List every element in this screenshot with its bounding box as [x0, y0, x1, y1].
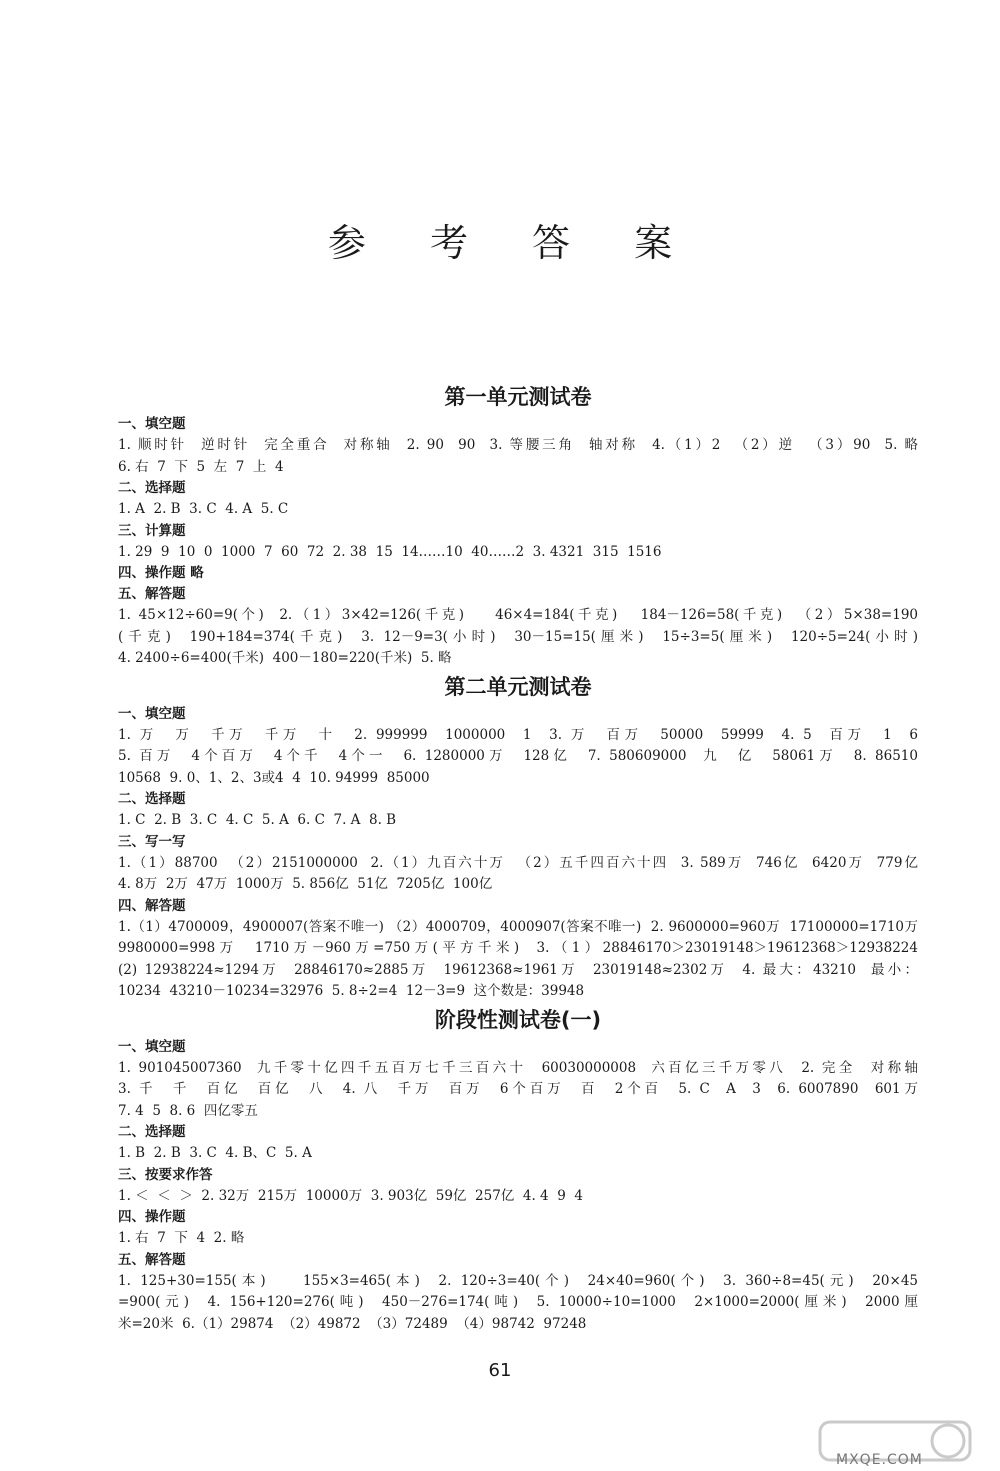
answer-line: 1. C 2. B 3. C 4. C 5. A 6. C 7. A 8. B [118, 812, 397, 828]
answer-line: 10568 9. 0、1、2、3或4 4 10. 94999 85000 [118, 769, 430, 786]
answer-line: 1. B 2. B 3. C 4. B、C 5. A [118, 1145, 312, 1161]
question-type-heading: 五、解答题 [118, 1251, 186, 1268]
answer-line: 4. 8万 2万 47万 1000万 5. 856亿 51亿 7205亿 100亿 [118, 876, 493, 892]
answer-line: 7. 4 5 8. 6 四亿零五 [118, 1102, 258, 1119]
question-type-heading: 四、操作题 [118, 1209, 186, 1225]
question-type-heading: 二、选择题 [118, 791, 186, 807]
answer-line: 1.（1）88700 （2）2151000000 2.（1）九百六十万 （2）五千四百六十四 3. 589万 746亿 6420万 779亿 [118, 854, 918, 871]
answer-line: 1. 125+30=155(本) 155×3=465(本) 2. 120÷3=40(个) 24×40=960(个) 3. 360÷8=45(元) 20×45 [118, 1272, 918, 1289]
answer-line: 1. ＜ ＜ ＞ 2. 32万 215万 10000万 3. 903亿 59亿 257亿 4. 4 9 4 [118, 1187, 583, 1204]
answer-line: 9980000=998万 1710万－960万=750万(平方千米) 3.（1）28846170＞23019148＞19612368＞12938224 [118, 940, 918, 956]
answer-line: 3. 千 千 百亿 百亿 八 4. 八 千万 百万 6个百万 百 2个百 5. C A 3 6. 6007890 601万 [118, 1081, 918, 1097]
answer-line: 1. 901045007360 九千零十亿四千五百万七千三百六十 60030000008 六百亿三千万零八 2. 完全 对称轴 [118, 1059, 918, 1076]
answer-line: 6. 右 7 下 5 左 7 上 4 [118, 458, 284, 475]
question-type-heading: 三、写一写 [118, 833, 186, 850]
answer-line: 1. 万 万 千万 千万 十 2. 999999 1000000 1 3. 万 百万 50000 59999 4. 5 百万 1 6 [118, 726, 918, 743]
answer-line: 米=20米 6.（1）29874 （2）49872 （3）72489 （4）98742 97248 [118, 1315, 587, 1332]
answer-line: (千克) 190+184=374(千克) 3. 12－9=3(小时) 30－15=15(厘米) 15÷3=5(厘米) 120÷5=24(小时) [118, 628, 918, 645]
question-type-heading: 一、填空题 [118, 705, 186, 722]
answer-line: 1. 29 9 10 0 1000 7 60 72 2. 38 15 14……10 40……2 3. 4321 315 1516 [118, 543, 662, 560]
question-type-heading: 四、解答题 [118, 897, 186, 914]
answer-line: 1.（1）4700009，4900007(答案不唯一) （2）4000709，4000907(答案不唯一) 2. 9600000=960万 17100000=1710万 [118, 918, 918, 935]
answer-line: 1. 右 7 下 4 2. 略 [118, 1230, 245, 1246]
question-type-heading: 二、选择题 [118, 1124, 186, 1140]
section-title: 第二单元测试卷 [444, 674, 592, 699]
page-number: 61 [488, 1360, 512, 1381]
question-type-heading: 三、计算题 [118, 522, 186, 539]
answer-line: (2) 12938224≈1294万 28846170≈2885万 19612368≈1961万 23019148≈2302万 4. 最大：43210 最小： [118, 961, 918, 978]
answer-line: 1. 顺时针 逆时针 完全重合 对称轴 2. 90 90 3. 等腰三角 轴对称 4.（1）2 （2）逆 （3）90 5. 略 [118, 437, 918, 453]
answer-line: 4. 2400÷6=400(千米) 400－180=220(千米) 5. 略 [118, 650, 452, 666]
answer-line: 1. A 2. B 3. C 4. A 5. C [118, 501, 289, 517]
watermark-url: MXQE.COM [836, 1452, 923, 1468]
question-type-heading: 一、填空题 [118, 1038, 186, 1055]
answer-line: =900(元) 4. 156+120=276(吨) 450－276=174(吨) 5. 10000÷10=1000 2×1000=2000(厘米) 2000厘 [118, 1294, 918, 1310]
page-title: 参 考 答 案 [327, 221, 699, 265]
answer-line: 10234 43210－10234=32976 5. 8÷2=4 12－3=9 这个数是：39948 [118, 983, 585, 999]
answer-content [118, 380, 918, 1335]
question-type-heading: 五、解答题 [118, 586, 186, 602]
question-type-heading: 三、按要求作答 [118, 1166, 213, 1183]
section-title: 阶段性测试卷(一) [434, 1007, 602, 1032]
question-type-heading: 二、选择题 [118, 480, 186, 496]
answer-line: 1. 45×12÷60=9(个) 2.（1）3×42=126(千克) 46×4=184(千克) 184－126=58(千克) （2）5×38=190 [118, 607, 918, 623]
question-type-heading: 一、填空题 [118, 416, 186, 432]
answer-line: 5. 百万 4个百万 4个千 4个一 6. 1280000万 128亿 7. 580609000 九 亿 58061万 8. 86510 [118, 748, 918, 764]
section-title: 第一单元测试卷 [444, 385, 592, 409]
question-type-heading: 四、操作题 略 [118, 565, 204, 581]
